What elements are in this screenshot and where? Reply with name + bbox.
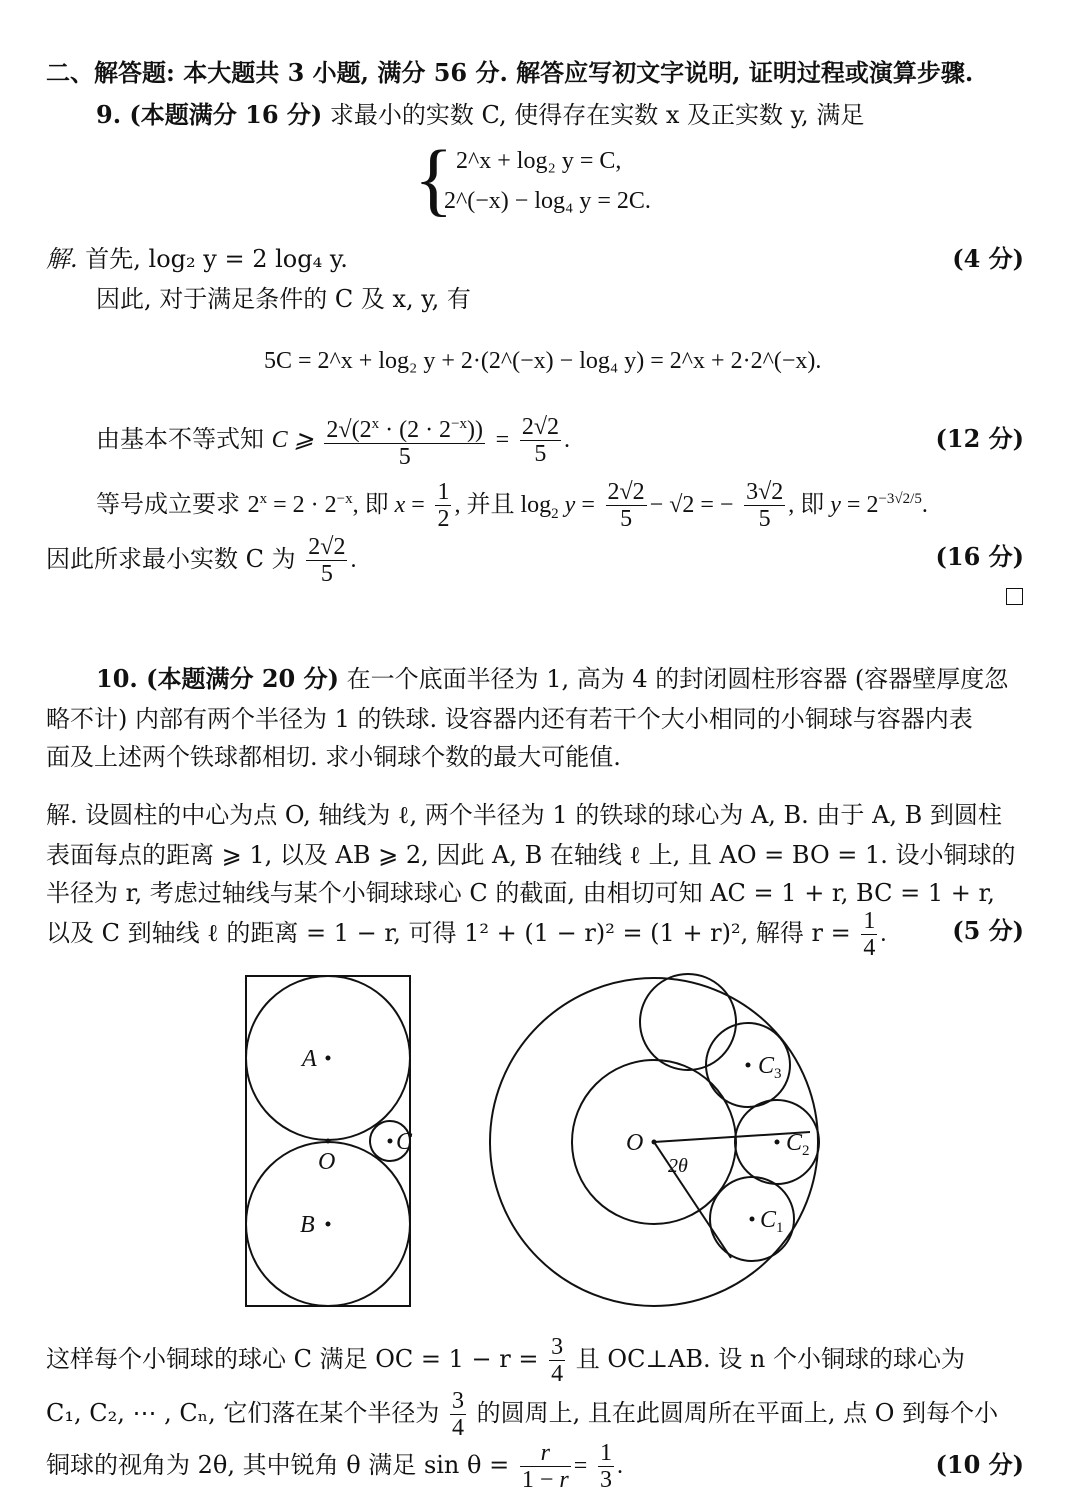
solution9-step4 bbox=[96, 406, 570, 473]
conclusion-frac: $\frac{2√2}{5}$ bbox=[308, 534, 346, 587]
point-c2 bbox=[775, 1140, 780, 1145]
point-c1 bbox=[750, 1217, 755, 1222]
step5-math-b: , 并且 $\log_2 y$ = bbox=[454, 492, 595, 522]
problem10-line3: 面及上述两个铁球都相切. 求小铜球个数的最大可能值. bbox=[46, 743, 621, 771]
step5-frac-b: $\frac{2√2}{5}$ bbox=[607, 479, 645, 532]
conclusion-text: 因此所求最小实数 C 为 bbox=[46, 545, 296, 573]
para2-line1-text: 这样每个小铜球的球心 C 满足 OC = 1 − r = bbox=[46, 1345, 539, 1373]
step5-frac-c: $\frac{3√2}{5}$ bbox=[746, 479, 784, 532]
problem10-text-1: 在一个底面半径为 1, 高为 4 的封闭圆柱形容器 (容器壁厚度忽 bbox=[346, 665, 1009, 693]
r-frac: $\frac{1}{4}$ bbox=[863, 908, 876, 961]
label-b: B bbox=[300, 1212, 315, 1238]
point-o-right bbox=[652, 1140, 657, 1145]
step1-text: 首先, log₂ y = 2 log₄ y. bbox=[85, 245, 348, 273]
problem10-line2: 略不计) 内部有两个半径为 1 的铁球. 设容器内还有若干个大小相同的小铜球与容器内表 bbox=[46, 705, 973, 733]
score-5: (5 分) bbox=[952, 916, 1024, 945]
para2-line2-text: C₁, C₂, ⋯ , Cₙ, 它们落在某个半径为 bbox=[46, 1399, 440, 1427]
section-heading: 二、解答题: 本大题共 3 小题, 满分 56 分. 解答应写初文字说明, 证明过程或演算步骤. bbox=[46, 58, 974, 87]
line4-text: 以及 C 到轴线 ℓ 的距离 = 1 − r, 可得 1² + (1 − r)² = (1 + r)², 解得 r = bbox=[46, 919, 851, 947]
para2-line1-tail: 且 OC⊥AB. 设 n 个小铜球的球心为 bbox=[575, 1345, 965, 1373]
label-a: A bbox=[302, 1046, 317, 1072]
conclusion-dot: . bbox=[350, 547, 357, 573]
tangent-line-2 bbox=[654, 1142, 731, 1258]
point-b bbox=[326, 1222, 331, 1227]
para2-dot: . bbox=[616, 1453, 623, 1479]
score-16: (16 分) bbox=[935, 542, 1024, 571]
solution10-line1: 解. 设圆柱的中心为点 O, 轴线为 ℓ, 两个半径为 1 的铁球的球心为 A, B. 由于 A, B 到圆柱 bbox=[46, 801, 1002, 829]
solution9-step1 bbox=[46, 244, 348, 274]
equation-2: 2^(−x) − log₄ y = 2C. bbox=[444, 188, 651, 214]
solution9-step3: 5C = 2^x + log₂ y + 2·(2^(−x) − log₄ y) = 2^x + 2·2^(−x). bbox=[264, 348, 822, 374]
label-angle: 2θ bbox=[668, 1155, 688, 1177]
sin-frac-2: $\frac{1}{3}$ bbox=[599, 1440, 612, 1493]
label-c3: $C_3$ bbox=[758, 1053, 782, 1082]
score-4: (4 分) bbox=[952, 244, 1024, 273]
step5-math-d: , 即 $y = 2^{-3√2/5}$. bbox=[788, 491, 928, 518]
solution-prefix: 解. bbox=[46, 245, 78, 273]
oc-frac: $\frac{3}{4}$ bbox=[551, 1334, 564, 1387]
step5-math-c: − √2 = − bbox=[649, 492, 734, 518]
copper-ball-top bbox=[640, 974, 736, 1070]
equation-brace: { bbox=[414, 133, 454, 224]
solution10-line3: 半径为 r, 考虑过轴线与某个小铜球球心 C 的截面, 由相切可知 AC = 1 + r, BC = 1 + r, bbox=[46, 879, 995, 907]
point-c3 bbox=[746, 1063, 751, 1068]
problem10-line1 bbox=[96, 664, 1008, 694]
solution9-conclusion bbox=[46, 526, 356, 593]
step4-math: C ⩾ bbox=[271, 427, 314, 453]
equation-1: 2^x + log₂ y = C, bbox=[456, 148, 622, 174]
sin-frac-1: $\frac{r}{1 - r}$ bbox=[521, 1440, 569, 1493]
step4-eq: = bbox=[495, 427, 510, 453]
step4-text: 由基本不等式知 bbox=[96, 425, 264, 453]
step4-frac-1: $\frac{2√(2^x \cdot (2 \cdot 2^{-x}))}{5}$ bbox=[326, 416, 484, 470]
label-c2: $C_2$ bbox=[786, 1130, 810, 1159]
problem10-label: 10. (本题满分 20 分) bbox=[96, 664, 339, 693]
sin-eq: = bbox=[573, 1453, 588, 1479]
step5-math-a: $2^x = 2 \cdot 2^{-x}$, 即 x = bbox=[247, 491, 425, 518]
qed-box bbox=[1006, 588, 1023, 605]
label-c: C bbox=[396, 1129, 413, 1155]
solution9-step2: 因此, 对于满足条件的 C 及 x, y, 有 bbox=[96, 285, 471, 313]
problem9-statement bbox=[96, 100, 864, 130]
para2-line2-tail: 的圆周上, 且在此圆周所在平面上, 点 O 到每个小 bbox=[476, 1399, 999, 1427]
label-o: O bbox=[318, 1149, 336, 1175]
point-o bbox=[326, 1139, 331, 1144]
solution10-line2: 表面每点的距离 ⩾ 1, 以及 AB ⩾ 2, 因此 A, B 在轴线 ℓ 上, 且 AO = BO = 1. 设小铜球的 bbox=[46, 841, 1016, 869]
para2-line3 bbox=[46, 1432, 623, 1499]
figure-cylinder-section bbox=[236, 966, 426, 1316]
figure-plane-section bbox=[486, 966, 836, 1316]
step4-frac-2: $\frac{2√2}{5}$ bbox=[521, 414, 560, 467]
step4-dot: . bbox=[564, 427, 571, 453]
point-a bbox=[326, 1056, 331, 1061]
line4-dot: . bbox=[880, 921, 887, 947]
label-c1: $C_1$ bbox=[760, 1207, 784, 1236]
score-12: (12 分) bbox=[935, 424, 1024, 453]
step5-text: 等号成立要求 bbox=[96, 490, 240, 518]
step5-frac-half: $\frac{1}{2}$ bbox=[437, 479, 450, 532]
problem9-label: 9. (本题满分 16 分) bbox=[96, 100, 323, 129]
problem9-text: 求最小的实数 C, 使得存在实数 x 及正实数 y, 满足 bbox=[329, 101, 865, 129]
para2-line3-text: 铜球的视角为 2θ, 其中锐角 θ 满足 sin θ = bbox=[46, 1451, 510, 1479]
solution10-line4 bbox=[46, 900, 886, 967]
point-c bbox=[388, 1139, 393, 1144]
label-o-right: O bbox=[626, 1130, 644, 1156]
score-10: (10 分) bbox=[935, 1450, 1024, 1479]
radius-frac: $\frac{3}{4}$ bbox=[452, 1388, 465, 1441]
